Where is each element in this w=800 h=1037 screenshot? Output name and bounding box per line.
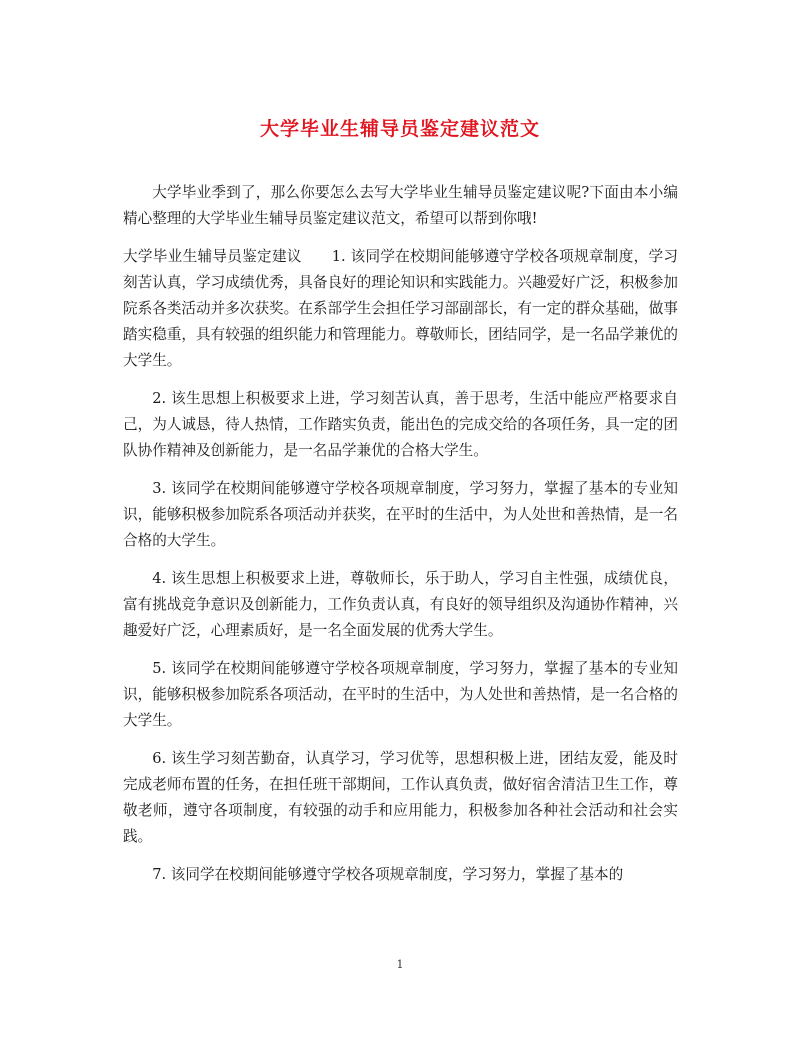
item-paragraph-1	[123, 244, 678, 374]
section-heading: 大学毕业生辅导员鉴定建议	[123, 248, 302, 265]
intro-paragraph: 大学毕业季到了，那么你要怎么去写大学毕业生辅导员鉴定建议呢?下面由本小编精心整理的大学毕业生辅导员鉴定建议范文，希望可以帮到你哦!	[123, 184, 678, 227]
item-paragraph-6: 6. 该生学习刻苦勤奋，认真学习，学习优等，思想积极上进，团结友爱，能及时完成老师布置的任务，在担任班干部期间，工作认真负责，做好宿舍清洁卫生工作，尊敬老师，遵守各项制度，有较强的动手和应用能力，积极参加各种社会活动和社会实践。	[123, 750, 678, 845]
page-number: 1	[396, 958, 404, 971]
item-paragraph-4: 4. 该生思想上积极要求上进，尊敬师长，乐于助人，学习自主性强，成绩优良，富有挑战竞争意识及创新能力，工作负责认真，有良好的领导组织及沟通协作精神，兴趣爱好广泛，心理素质好，是一名全面发展的优秀大学生。	[123, 570, 678, 639]
document-body	[123, 180, 678, 900]
document-title: 大学毕业生辅导员鉴定建议范文	[259, 118, 540, 140]
item-paragraph-2: 2. 该生思想上积极要求上进，学习刻苦认真，善于思考，生活中能应严格要求自己，为人诚恳，待人热情，工作踏实负责，能出色的完成交给的各项任务，具一定的团队协作精神及创新能力，是一名品学兼优的合格大学生。	[123, 390, 678, 459]
item-text-1: 1. 该同学在校期间能够遵守学校各项规章制度，学习刻苦认真，学习成绩优秀，具备良好的理论知识和实践能力。兴趣爱好广泛，积极参加院系各类活动并多次获奖。在系部学生会担任学习部副部长，有一定的群众基础，做事踏实稳重，具有较强的组织能力和管理能力。尊敬师长，团结同学，是一名品学兼优的大学生。	[123, 248, 678, 369]
item-paragraph-7: 7. 该同学在校期间能够遵守学校各项规章制度，学习努力，掌握了基本的	[152, 866, 624, 883]
item-paragraph-3: 3. 该同学在校期间能够遵守学校各项规章制度，学习努力，掌握了基本的专业知识，能够积极参加院系各项活动并获奖，在平时的生活中，为人处世和善热情，是一名合格的大学生。	[123, 480, 678, 549]
item-paragraph-5: 5. 该同学在校期间能够遵守学校各项规章制度，学习努力，掌握了基本的专业知识，能够积极参加院系各项活动，在平时的生活中，为人处世和善热情，是一名合格的大学生。	[123, 660, 678, 729]
